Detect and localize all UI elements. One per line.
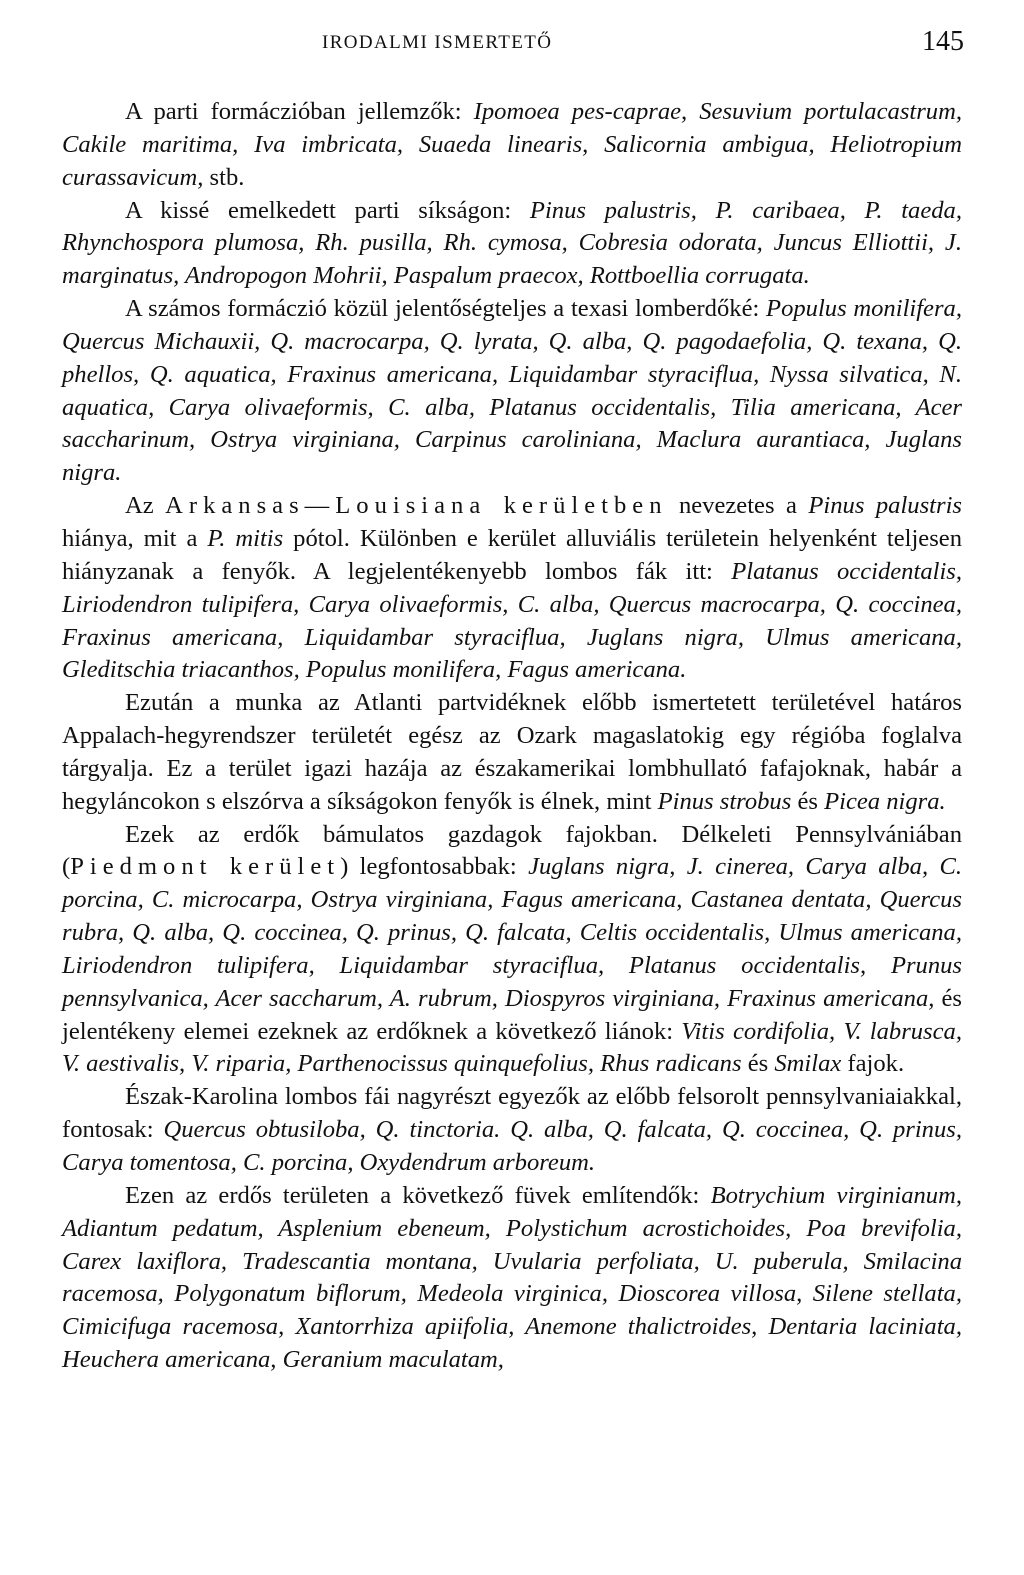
- page-number: 145: [922, 26, 964, 57]
- italic-taxon-run: Smilax: [774, 1050, 842, 1078]
- italic-taxon-run: Pinus strobus: [657, 787, 792, 815]
- text-run: fajok.: [841, 1050, 905, 1078]
- running-head: IRODALMI ISMERTETŐ: [322, 32, 553, 53]
- text-run: Észak-Karolina lombos fái nagyrészt egyezők az előbb felsorolt pennsylvaniaiakkal, fontosak:: [62, 1083, 962, 1144]
- italic-taxon-run: P. mitis: [207, 524, 284, 552]
- paragraph-3: [62, 293, 962, 490]
- text-run: és: [791, 787, 825, 815]
- text-run: nevezetes a: [667, 492, 809, 520]
- text-run: és: [741, 1050, 775, 1078]
- text-run: A parti formáczióban jellemzők:: [125, 98, 474, 125]
- italic-taxon-run: Picea nigra.: [824, 787, 946, 815]
- text-run: pótol. Különben e kerület alluviális területein helyenként teljesen hiányzanak a fenyők. A legjelentékenyebb lombos fák itt:: [62, 524, 962, 585]
- italic-taxon-run: Platanus occidentalis, Liriodendron tulipifera, Carya olivaeformis, C. alba, Quercus macrocarpa, Q. coccinea, Fraxinus americana, Liquidambar styraciflua, Juglans nigra, Ulmus americana, Gleditschia triacanthos, Populus monilifera, Fagus americana.: [62, 557, 962, 684]
- paragraph-6: [62, 819, 962, 1082]
- paragraph-2: [62, 195, 962, 294]
- spaced-run: Arkansas—Louisiana kerületben: [165, 492, 668, 520]
- text-run: és jelentékeny elemei ezeknek az erdőknek a következő liánok:: [62, 984, 962, 1045]
- paragraph-1: [62, 96, 962, 195]
- italic-taxon-run: Ipomoea pes-caprae, Sesuvium portulacastrum, Cakile maritima, Iva imbricata, Suaeda linearis, Salicornia ambigua, Heliotropium curassavicum,: [62, 98, 962, 191]
- paragraph-8: [62, 1180, 962, 1377]
- text-run: A számos formáczió közül jelentőségteljes a texasi lomberdőké:: [125, 295, 767, 323]
- text-run: Ezután a munka az Atlanti partvidéknek előbb ismertetett területével határos Appalach-hegyrendszer területét egész az Ozark magaslatokig egy régióba foglalva tárgyalja. Ez a terület igazi hazája az északamerikai lombhullató fafajoknak, habár a hegyláncokon s elszórva a síkságokon fenyők is élnek, mint: [62, 689, 962, 815]
- paragraph-4: [62, 490, 962, 687]
- text-run: A kissé emelkedett parti síkságon:: [125, 196, 530, 224]
- italic-taxon-run: Botrychium virginianum, Adiantum pedatum, Asplenium ebeneum, Polystichum acrostichoides, Poa brevifolia, Carex laxiflora, Tradescantia montana, Uvularia perfoliata, U. puberula, Smilacina racemosa, Polygonatum biflorum, Medeola virginica, Dioscorea villosa, Silene stellata, Cimicifuga racemosa, Xantorrhiza apiifolia, Anemone thalictroides, Dentaria laciniata, Heuchera americana, Geranium maculatam,: [62, 1181, 962, 1374]
- text-run: Az: [125, 492, 166, 520]
- text-run: stb.: [203, 163, 245, 191]
- body-text: [62, 96, 962, 1377]
- page-header: [60, 26, 964, 66]
- text-run: Ezek az erdők bámulatos gazdagok fajokban. Délkeleti Pennsylvániában (: [62, 820, 962, 881]
- paragraph-5: [62, 687, 962, 818]
- text-run: ) legfontosabbak:: [340, 853, 529, 881]
- italic-taxon-run: Pinus palustris, P. caribaea, P. taeda, Rhynchospora plumosa, Rh. pusilla, Rh. cymosa, Cobresia odorata, Juncus Elliottii, J. marginatus, Andropogon Mohrii, Paspalum praecox, Rottboellia corrugata.: [62, 196, 963, 290]
- spaced-run: Piedmont kerület: [70, 853, 341, 881]
- text-run: Ezen az erdős területen a következő füvek említendők:: [125, 1181, 711, 1209]
- text-run: hiánya, mit a: [62, 524, 208, 552]
- italic-taxon-run: Pinus palustris: [808, 492, 962, 520]
- italic-taxon-run: Juglans nigra, J. cinerea, Carya alba, C. porcina, C. microcarpa, Ostrya virginiana, Fagus americana, Castanea dentata, Quercus rubra, Q. alba, Q. coccinea, Q. prinus, Q. falcata, Celtis occidentalis, Ulmus americana, Liriodendron tulipifera, Liquidambar styraciflua, Platanus occidentalis, Prunus pennsylvanica, Acer saccharum, A. rubrum, Diospyros virginiana, Fraxinus americana,: [62, 853, 962, 1012]
- paragraph-7: [62, 1081, 962, 1180]
- italic-taxon-run: Vitis cordifolia, V. labrusca, V. aestivalis, V. riparia, Parthenocissus quinquefolius, Rhus radicans: [62, 1017, 962, 1078]
- italic-taxon-run: Quercus obtusiloba, Q. tinctoria. Q. alba, Q. falcata, Q. coccinea, Q. prinus, Carya tomentosa, C. porcina, Oxydendrum arboreum.: [62, 1116, 962, 1176]
- italic-taxon-run: Populus monilifera, Quercus Michauxii, Q. macrocarpa, Q. lyrata, Q. alba, Q. pagodaefolia, Q. texana, Q. phellos, Q. aquatica, Fraxinus americana, Liquidambar styraciflua, Nyssa silvatica, N. aquatica, Carya olivaeformis, C. alba, Platanus occidentalis, Tilia americana, Acer saccharinum, Ostrya virginiana, Carpinus caroliniana, Maclura aurantiaca, Juglans nigra.: [62, 295, 962, 487]
